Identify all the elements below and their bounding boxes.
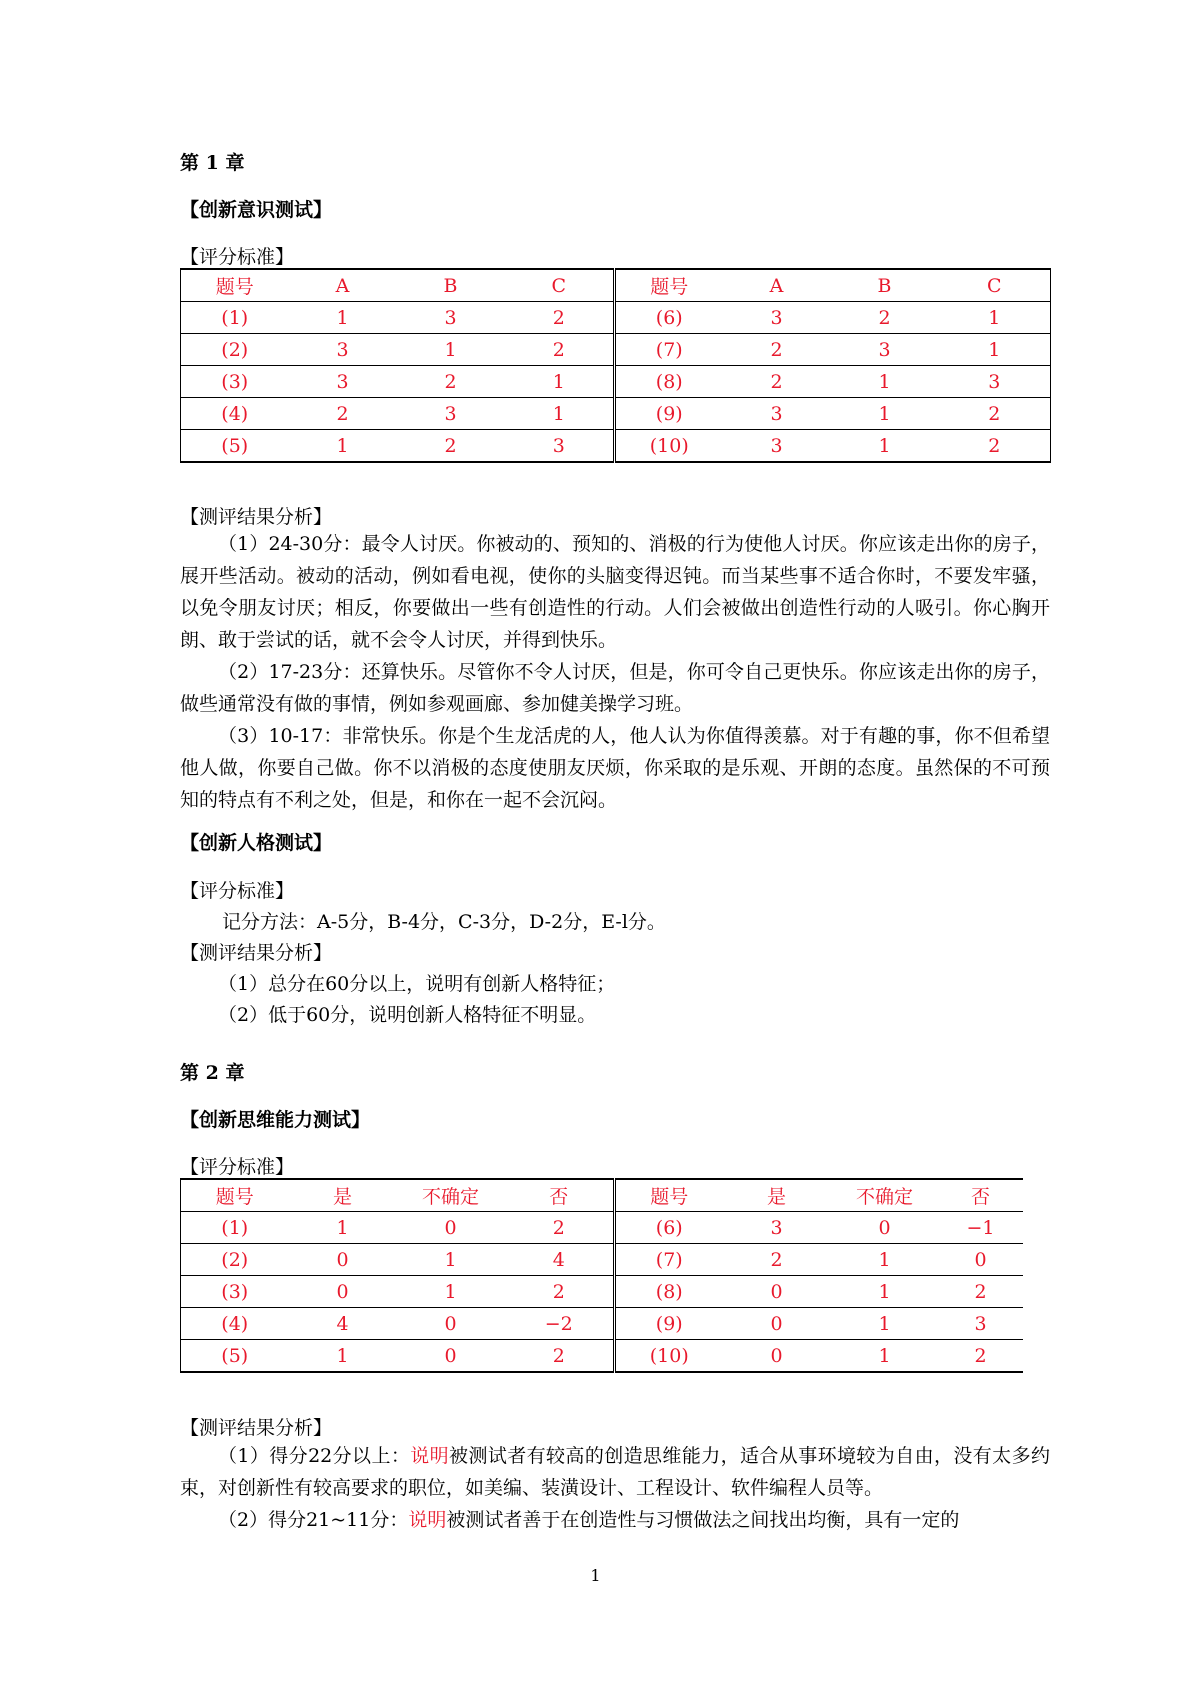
table-cell: 4: [289, 1308, 397, 1340]
table-cell: 1: [878, 1344, 891, 1367]
table-cell: (6): [615, 1212, 723, 1244]
table-cell: 2: [723, 1244, 831, 1276]
table-cell: 3: [831, 334, 939, 366]
table-row: [181, 334, 1051, 366]
table-cell: 2: [444, 434, 457, 457]
scoring-table-ch1: [180, 268, 1051, 463]
table-header-cell: 题号: [181, 269, 289, 302]
table-cell: 2: [505, 1276, 615, 1308]
table-header-cell: 否: [939, 1179, 1023, 1212]
table-cell: 1: [289, 302, 397, 334]
table-cell: 1: [939, 302, 1051, 334]
table-row: [181, 302, 1051, 334]
table-cell: 3: [397, 398, 505, 430]
table-row: [181, 1244, 1023, 1276]
table-cell: 3: [289, 366, 397, 398]
chapter-1-title: 第 1 章: [180, 152, 245, 174]
analysis-paragraph: （1）24-30分：最令人讨厌。你被动的、预知的、消极的行为使他人讨厌。你应该走出你的房子，展开些活动。被动的活动，例如看电视，使你的头脑变得迟钝。而当某些事不适合你时，不要发牢骚，以免令朋友讨厌；相反，你要做出一些有创造性的行动。人们会被做出创造性行动的人吸引。你心胸开朗、敢于尝试的话，就不会令人讨厌，并得到快乐。: [180, 533, 1050, 651]
table-cell: (4): [181, 398, 289, 430]
table-cell: 2: [289, 398, 397, 430]
table-cell: 1: [336, 1344, 349, 1367]
table-cell: 0: [397, 1212, 505, 1244]
table-cell: 2: [974, 1344, 987, 1367]
table-row: [181, 1340, 1023, 1373]
table-header-cell: C: [939, 269, 1051, 302]
table-cell: 0: [723, 1308, 831, 1340]
table-cell: 0: [831, 1212, 939, 1244]
table-header-cell: 题号: [615, 269, 723, 302]
result-analysis-label: 【测评结果分析】: [180, 506, 333, 528]
table-cell: 1: [336, 434, 349, 457]
table-cell: 1: [505, 366, 615, 398]
table-cell: 1: [939, 334, 1051, 366]
table-cell: 2: [723, 366, 831, 398]
scoring-criteria-label: 【评分标准】: [180, 246, 295, 268]
result-analysis-label: 【测评结果分析】: [180, 942, 333, 964]
table-row: [181, 398, 1051, 430]
table-header-cell: 否: [505, 1179, 615, 1212]
table-header-cell: 是: [723, 1179, 831, 1212]
analysis-body: 被测试者有较高的创造思维能力，适合从事环境较为自由，没有太多约束，对创新性有较高要求的职位，如美编、装潢设计、工程设计、软件编程人员等。: [180, 1445, 1050, 1499]
table-cell: (3): [181, 366, 289, 398]
table-cell: 0: [939, 1244, 1023, 1276]
table-cell: 1: [289, 1212, 397, 1244]
table-cell: (5): [181, 1340, 289, 1373]
table-cell: 3: [723, 398, 831, 430]
table-cell: 2: [505, 1212, 615, 1244]
analysis-lead: （1）得分22分以上：: [218, 1445, 411, 1467]
table-header-cell: B: [831, 269, 939, 302]
table-cell: 2: [505, 1340, 615, 1373]
scoring-method-text: 记分方法：A-5分，B-4分，C-3分，D-2分，E-l分。: [222, 911, 666, 933]
table-cell: (10): [649, 434, 689, 457]
table-cell: 1: [505, 398, 615, 430]
analysis-body: 被测试者善于在创造性与习惯做法之间找出均衡，具有一定的: [446, 1509, 960, 1531]
table-cell: (7): [615, 1244, 723, 1276]
table-cell: 3: [939, 366, 1051, 398]
result-analysis-label: 【测评结果分析】: [180, 1417, 333, 1439]
table-header-cell: 不确定: [831, 1179, 939, 1212]
table-cell: (2): [181, 334, 289, 366]
table-header-cell: 不确定: [397, 1179, 505, 1212]
table-cell: 3: [505, 430, 615, 463]
table-header-cell: A: [723, 269, 831, 302]
table-cell: 2: [939, 430, 1051, 463]
table-cell: 3: [770, 434, 783, 457]
table-cell: 1: [831, 398, 939, 430]
table-row: [181, 430, 1051, 463]
table-cell: 0: [770, 1344, 783, 1367]
analysis-paragraph: [180, 1504, 1050, 1536]
table-cell: 3: [723, 1212, 831, 1244]
table-cell: 2: [505, 302, 615, 334]
table-cell: 1: [831, 1308, 939, 1340]
chapter-2-title: 第 2 章: [180, 1062, 245, 1084]
table-cell: 2: [831, 302, 939, 334]
table-cell: 3: [397, 302, 505, 334]
table-header-cell: 是: [289, 1179, 397, 1212]
table-cell: (8): [615, 366, 723, 398]
table-header-cell: 题号: [615, 1179, 723, 1212]
analysis-paragraph: [180, 1440, 1050, 1504]
table-cell: (1): [181, 302, 289, 334]
innovation-personality-test-title: 【创新人格测试】: [180, 832, 333, 854]
innovation-awareness-test-title: 【创新意识测试】: [180, 199, 333, 221]
analysis-line: （1）总分在60分以上，说明有创新人格特征；: [218, 973, 616, 995]
table-row: [181, 366, 1051, 398]
table-cell: 1: [831, 366, 939, 398]
table-cell: 1: [397, 334, 505, 366]
table-header-row: [181, 1179, 1023, 1212]
table-header-cell: C: [505, 269, 615, 302]
table-cell: 0: [397, 1308, 505, 1340]
analysis-lead: （2）得分21~11分：: [218, 1509, 409, 1531]
table-cell: (4): [181, 1308, 289, 1340]
table-cell: (8): [615, 1276, 723, 1308]
table-cell: 2: [505, 334, 615, 366]
table-cell: 4: [505, 1244, 615, 1276]
table-header-cell: B: [397, 269, 505, 302]
table-cell: 1: [878, 434, 891, 457]
table-cell: 0: [723, 1276, 831, 1308]
table-cell: 1: [397, 1276, 505, 1308]
analysis-paragraph: （3）10-17：非常快乐。你是个生龙活虎的人，他人认为你值得羡慕。对于有趣的事，你不但希望他人做，你要自己做。你不以消极的态度使朋友厌烦，你采取的是乐观、开朗的态度。虽然保的不可预知的特点有不利之处，但是，和你在一起不会沉闷。: [180, 725, 1050, 811]
table-row: [181, 1308, 1023, 1340]
table-cell: (2): [181, 1244, 289, 1276]
scoring-criteria-label: 【评分标准】: [180, 880, 295, 902]
table-header-cell: A: [289, 269, 397, 302]
page-number: 1: [590, 1566, 601, 1585]
table-cell: 3: [289, 334, 397, 366]
table-cell: 2: [939, 398, 1051, 430]
scoring-criteria-label: 【评分标准】: [180, 1156, 295, 1178]
table-cell: (7): [615, 334, 723, 366]
table-cell: (3): [181, 1276, 289, 1308]
table-header-cell: 题号: [181, 1179, 289, 1212]
table-cell: 1: [397, 1244, 505, 1276]
analysis-highlight: 说明: [410, 1445, 450, 1467]
table-cell: 2: [723, 334, 831, 366]
table-cell: (9): [615, 1308, 723, 1340]
table-cell: 2: [397, 366, 505, 398]
table-header-row: [181, 269, 1051, 302]
table-cell: 3: [723, 302, 831, 334]
table-cell: 1: [831, 1244, 939, 1276]
table-row: [181, 1212, 1023, 1244]
table-cell: 1: [831, 1276, 939, 1308]
result-analysis-text: [180, 1440, 1050, 1536]
table-cell: −2: [505, 1308, 615, 1340]
analysis-highlight: 说明: [408, 1509, 447, 1531]
table-cell: 0: [444, 1344, 457, 1367]
table-cell: 2: [939, 1276, 1023, 1308]
table-row: [181, 1276, 1023, 1308]
table-cell: 0: [289, 1276, 397, 1308]
table-cell: (1): [181, 1212, 289, 1244]
table-cell: (5): [181, 430, 289, 463]
analysis-paragraph: （2）17-23分：还算快乐。尽管你不令人讨厌，但是，你可令自己更快乐。你应该走出你的房子，做些通常没有做的事情，例如参观画廊、参加健美操学习班。: [180, 661, 1050, 715]
table-cell: (10): [649, 1344, 689, 1367]
table-cell: 3: [939, 1308, 1023, 1340]
scoring-table-ch2: [180, 1178, 1023, 1373]
table-cell: (9): [615, 398, 723, 430]
analysis-line: （2）低于60分，说明创新人格特征不明显。: [218, 1004, 597, 1026]
table-cell: (6): [615, 302, 723, 334]
table-cell: −1: [939, 1212, 1023, 1244]
innovative-thinking-test-title: 【创新思维能力测试】: [180, 1109, 371, 1131]
table-cell: 0: [289, 1244, 397, 1276]
result-analysis-text: [180, 528, 1050, 816]
